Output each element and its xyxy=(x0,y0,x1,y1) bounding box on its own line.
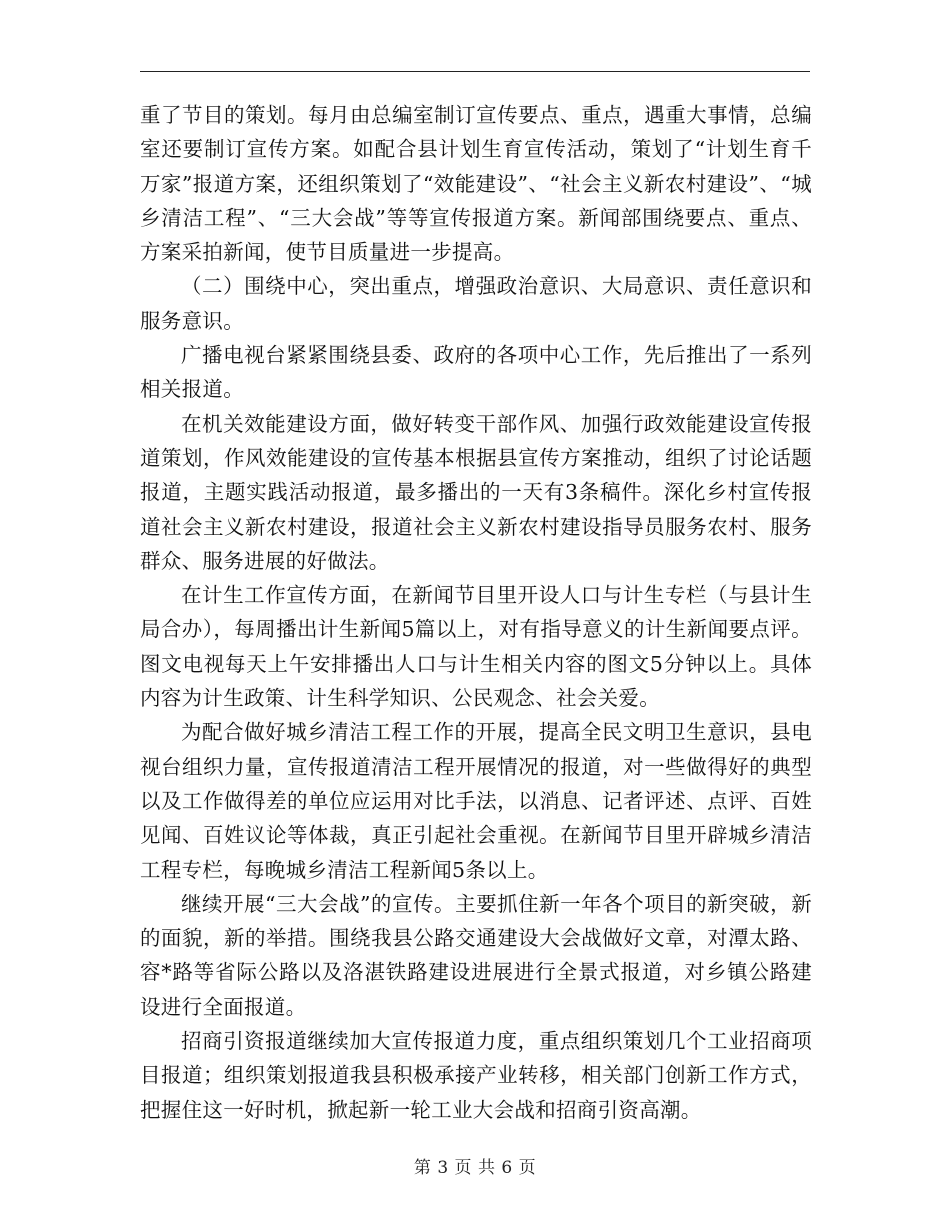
paragraph-3: 广播电视台紧紧围绕县委、政府的各项中心工作，先后推出了一系列相关报道。 xyxy=(140,343,812,402)
paragraph-1: 重了节目的策划。每月由总编室制订宣传要点、重点，遇重大事情，总编室还要制订宣传方案。如配合县计划生育宣传活动，策划了“计划生育千万家”报道方案，还组织策划了“效能建设”、“社会主义新农村建设”、“城乡清洁工程”、“三大会战”等等宣传报道方案。新闻部围绕要点、重点、方案采拍新闻，使节目质量进一步提高。 xyxy=(140,103,812,265)
header-rule xyxy=(140,71,810,72)
paragraph-6: 为配合做好城乡清洁工程工作的开展，提高全民文明卫生意识，县电视台组织力量，宣传报道清洁工程开展情况的报道，对一些做得好的典型以及工作做得差的单位应运用对比手法，以消息、记者评述、点评、百姓见闻、百姓议论等体裁，真正引起社会重视。在新闻节目里开辟城乡清洁工程专栏，每晚城乡清洁工程新闻5条以上。 xyxy=(140,720,812,882)
paragraph-8: 招商引资报道继续加大宣传报道力度，重点组织策划几个工业招商项目报道；组织策划报道我县积极承接产业转移，相关部门创新工作方式，把握住这一好时机，掀起新一轮工业大会战和招商引资高潮。 xyxy=(140,1029,812,1122)
paragraph-5: 在计生工作宣传方面，在新闻节目里开设人口与计生专栏（与县计生局合办），每周播出计生新闻5篇以上，对有指导意义的计生新闻要点评。图文电视每天上午安排播出人口与计生相关内容的图文5分钟以上。具体内容为计生政策、计生科学知识、公民观念、社会关爱。 xyxy=(140,583,812,711)
page-number-footer: 第 3 页 共 6 页 xyxy=(413,1158,537,1178)
paragraph-4: 在机关效能建设方面，做好转变干部作风、加强行政效能建设宣传报道策划，作风效能建设的宣传基本根据县宣传方案推动，组织了讨论话题报道，主题实践活动报道，最多播出的一天有3条稿件。深化乡村宣传报道社会主义新农村建设，报道社会主义新农村建设指导员服务农村、服务群众、服务进展的好做法。 xyxy=(140,411,812,573)
paragraph-7: 继续开展“三大会战”的宣传。主要抓住新一年各个项目的新突破，新的面貌，新的举措。围绕我县公路交通建设大会战做好文章，对潭太路、容*路等省际公路以及洛湛铁路建设进展进行全景式报道，对乡镇公路建设进行全面报道。 xyxy=(140,891,812,1019)
document-body xyxy=(140,98,812,1127)
paragraph-2: （二）围绕中心，突出重点，增强政治意识、大局意识、责任意识和服务意识。 xyxy=(140,274,812,333)
